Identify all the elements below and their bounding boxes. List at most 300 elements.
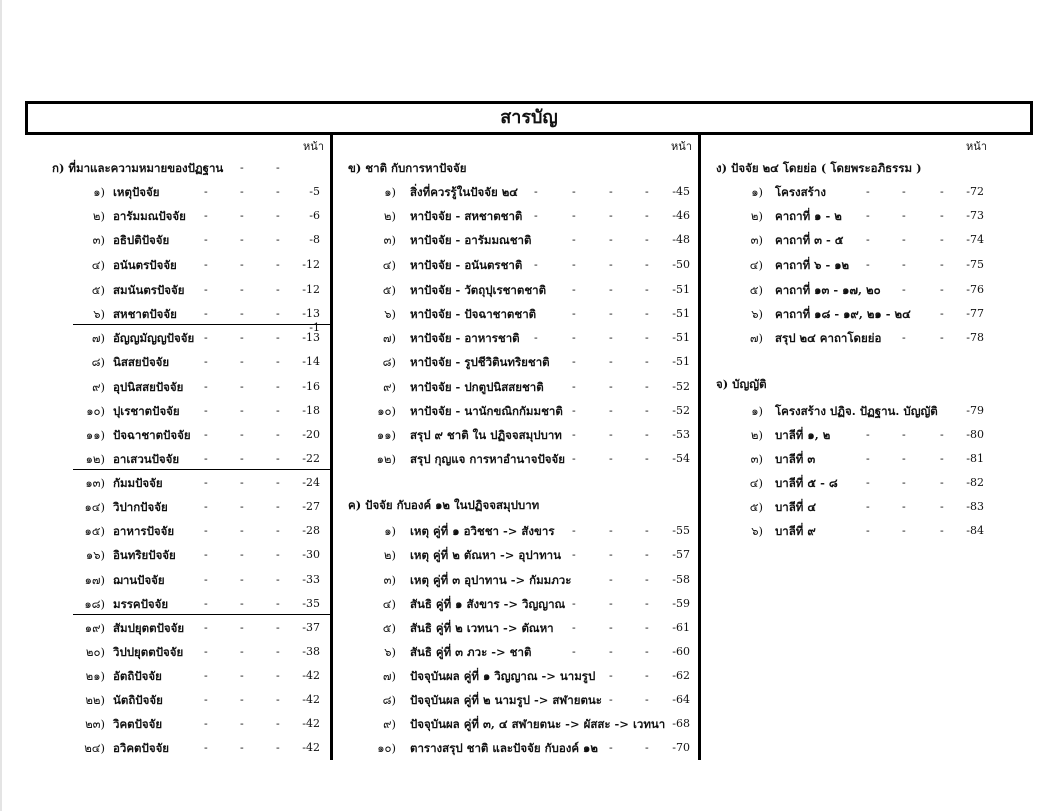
leader-dash: - [204,645,208,658]
entry-number: ๑๒) [376,452,396,466]
entry-number: ๒) [92,209,105,223]
entry-number: ๑) [751,404,763,418]
leader-dash: - [940,452,944,465]
leader-dash: - [204,355,208,368]
entry-number: ๑๐) [377,741,396,755]
toc-entry[interactable] [0,740,1053,760]
page-number: -22 [302,452,320,465]
entry-title: โครงสร้าง ปฏิจ. ปัฏฐาน. บัญญัติ [775,404,938,418]
entry-title: คาถาที่ ๑ - ๒ [775,209,842,223]
leader-dash: - [240,233,244,246]
leader-dash: - [276,452,280,465]
leader-dash: - [645,185,649,198]
leader-dash: - [534,258,538,271]
leader-dash: - [609,524,613,537]
entry-number: ๓) [383,233,396,247]
leader-dash: - [572,380,576,393]
leader-dash: - [645,331,649,344]
page-number: -62 [672,669,690,682]
entry-number: ๙) [383,380,396,394]
leader-dash: - [534,209,538,222]
page-number: -48 [672,233,690,246]
page-number: -76 [966,283,984,296]
leader-dash: - [534,331,538,344]
leader-dash: - [609,404,613,417]
leader-dash: - [645,621,649,634]
entry-title: อวิคตปัจจัย [113,741,170,755]
page-number: -81 [966,452,984,465]
leader-dash: - [609,693,613,706]
leader-dash: - [276,621,280,634]
entry-number: ๔) [382,258,396,272]
leader-dash: - [645,693,649,706]
leader-dash: - [240,452,244,465]
entry-number: ๙) [92,380,105,394]
entry-number: ๖) [384,307,396,321]
entry-title: อธิปติปัจจัย [113,233,170,247]
toc-entry[interactable] [0,330,1053,350]
entry-title: ฌานปัจจัย [113,573,165,587]
leader-dash: - [572,404,576,417]
toc-entry[interactable] [0,451,1053,471]
leader-dash: - [240,500,244,513]
entry-number: ๒๑) [85,669,105,683]
entry-title: บาลีที่ ๕ - ๘ [775,476,838,490]
page-number: -72 [966,185,984,198]
leader-dash: - [902,283,906,296]
entry-number: ๑๘) [84,597,105,611]
leader-dash: - [645,258,649,271]
leader-dash: - [645,645,649,658]
toc-entry[interactable] [0,620,1053,640]
leader-dash: - [609,428,613,441]
leader-dash: - [609,380,613,393]
entry-title: บาลีที่ ๔ [775,500,817,514]
entry-number: ๗) [382,331,396,345]
entry-title: หาปัจจัย - ปกตูปนิสสยชาติ [410,380,544,394]
leader-dash: - [902,476,906,489]
toc-entry[interactable] [0,306,1053,326]
entry-number: ๒) [750,428,763,442]
leader-dash: - [276,548,280,561]
leader-dash: - [902,524,906,537]
leader-dash: - [204,185,208,198]
entry-title: วิปปยุตตปัจจัย [113,645,184,659]
toc-title-box [25,101,1033,135]
entry-title: บาลีที่ ๙ [775,524,816,538]
page-number: -80 [966,428,984,441]
entry-number: ๗) [91,331,105,345]
section-heading: จ) บัญญัติ [716,377,767,391]
leader-dash: - [240,476,244,489]
toc-entry[interactable] [0,232,1053,252]
leader-dash: - [204,597,208,610]
page-number: -14 [302,355,320,368]
leader-dash: - [276,693,280,706]
entry-title: คาถาที่ ๓ - ๕ [775,233,844,247]
toc-entry[interactable] [0,403,1053,423]
leader-dash: - [645,524,649,537]
toc-entry[interactable] [0,475,1053,495]
leader-dash: - [204,717,208,730]
entry-number: ๕) [382,621,396,635]
leader-dash: - [276,209,280,222]
leader-dash: - [240,741,244,754]
entry-title: อาเสวนปัจจัย [113,452,180,466]
leader-dash: - [940,258,944,271]
toc-entry[interactable] [0,499,1053,519]
entry-title: สรุป กุญแจ การหาอำนาจปัจจัย [410,452,565,466]
entry-number: ๖) [384,645,396,659]
entry-title: มรรคปัจจัย [113,597,169,611]
leader-dash: - [645,209,649,222]
toc-entry[interactable] [0,668,1053,688]
leader-dash: - [572,355,576,368]
toc-entry[interactable] [0,523,1053,543]
leader-dash: - [276,331,280,344]
leader-dash: - [204,741,208,754]
page-number: -57 [672,548,690,561]
leader-dash: - [609,621,613,634]
page-number: -42 [302,693,320,706]
leader-dash: - [572,645,576,658]
page-number: -24 [302,476,320,489]
leader-dash: - [204,573,208,586]
toc-entry[interactable] [0,547,1053,567]
page-number: -51 [672,355,690,368]
entry-number: ๕) [382,283,396,297]
entry-number: ๑๗) [84,573,105,587]
leader-dash: - [240,621,244,634]
leader-dash: - [204,452,208,465]
entry-title: หาปัจจัย - นานักขณิกกัมมชาติ [410,404,563,418]
entry-number: ๒๒) [85,693,105,707]
entry-title: อัตถิปัจจัย [113,669,162,683]
leader-dash: - [609,307,613,320]
page-number: -70 [672,741,690,754]
leader-dash: - [609,209,613,222]
leader-dash: - [902,500,906,513]
toc-entry[interactable] [0,379,1053,399]
leader-dash: - [276,741,280,754]
entry-title: อุปนิสสยปัจจัย [113,380,184,394]
entry-title: สิ่งที่ควรรู้ในปัจจัย ๒๔ [410,185,518,199]
entry-title: เหตุ คู่ที่ ๒ ตัณหา -> อุปาทาน [410,548,561,562]
leader-dash: - [276,573,280,586]
leader-dash: - [572,258,576,271]
leader-dash: - [609,233,613,246]
entry-number: ๒) [750,209,763,223]
leader-dash: - [866,428,870,441]
leader-dash: - [276,380,280,393]
entry-number: ๒๔) [84,741,105,755]
entry-title: หาปัจจัย - วัตถุปุเรชาตชาติ [410,283,547,297]
page-number: -73 [966,209,984,222]
leader-dash: - [940,476,944,489]
leader-dash: - [204,380,208,393]
leader-dash: - [204,500,208,513]
entry-title: อัญญมัญญปัจจัย [113,331,195,345]
page-number: -79 [966,404,984,417]
page-number: -20 [302,428,320,441]
page-number: -45 [672,185,690,198]
leader-dash: - [645,380,649,393]
entry-number: ๔) [749,258,763,272]
page-number: -55 [672,524,690,537]
page-number: -52 [672,404,690,417]
toc-entry[interactable] [0,282,1053,302]
page-number: -8 [309,233,320,246]
entry-number: ๘) [91,355,105,369]
leader-dash: - [240,380,244,393]
page-number: -61 [672,621,690,634]
leader-dash: - [276,258,280,271]
leader-dash: - [645,355,649,368]
leader-dash: - [609,741,613,754]
leader-dash: - [240,717,244,730]
entry-number: ๑) [384,185,396,199]
entry-number: ๑๑) [85,428,105,442]
entry-title: สันธิ คู่ที่ ๓ ภวะ -> ชาติ [410,645,532,659]
page-number: -78 [966,331,984,344]
entry-title: กัมมปัจจัย [113,476,163,490]
entry-number: ๑๐) [86,404,105,418]
page-number: -51 [672,283,690,296]
entry-title: สรุป ๒๔ คาถาโดยย่อ [775,331,882,345]
entry-number: ๗) [749,331,763,345]
entry-number: ๓) [92,233,105,247]
leader-dash: - [572,452,576,465]
leader-dash: - [609,283,613,296]
leader-dash: - [572,283,576,296]
leader-dash: - [645,307,649,320]
entry-number: ๑๖) [85,548,105,562]
page-number: -50 [672,258,690,271]
page-column-header: หน้า [303,140,324,153]
entry-title: ปัจจุบันผล คู่ที่ ๓, ๔ สฬายตนะ -> ผัสสะ -> เวทนา [410,717,666,731]
leader-dash: - [240,331,244,344]
toc-entry[interactable] [0,427,1053,447]
leader-dash: - [572,209,576,222]
entry-number: ๒) [383,209,396,223]
entry-title: คาถาที่ ๑๓ - ๑๗, ๒๐ [775,283,881,297]
page-number: -46 [672,209,690,222]
entry-title: วิคตปัจจัย [113,717,163,731]
page-number: -12 [302,258,320,271]
leader-dash: - [866,476,870,489]
entry-title: หาปัจจัย - อนันตรชาติ [410,258,523,272]
page-number: -82 [966,476,984,489]
leader-dash: - [902,331,906,344]
leader-dash: - [645,283,649,296]
page-number: -35 [302,597,320,610]
leader-dash: - [866,185,870,198]
page-title: สารบัญ [500,107,558,128]
leader-dash: - [902,428,906,441]
page-number: -37 [302,621,320,634]
leader-dash: - [240,161,244,174]
leader-dash: - [645,233,649,246]
entry-number: ๖) [751,307,763,321]
leader-dash: - [572,233,576,246]
leader-dash: - [204,693,208,706]
leader-dash: - [645,669,649,682]
leader-dash: - [609,258,613,271]
leader-dash: - [276,185,280,198]
toc-entry[interactable] [0,644,1053,664]
entry-title: สมนันตรปัจจัย [113,283,185,297]
leader-dash: - [902,185,906,198]
leader-dash: - [276,161,280,174]
entry-title: หาปัจจัย - อาหารชาติ [410,331,520,345]
leader-dash: - [204,476,208,489]
leader-dash: - [240,548,244,561]
toc-entry[interactable] [0,184,1053,204]
page-number: -6 [309,209,320,222]
leader-dash: - [609,573,613,586]
page-number: -53 [672,428,690,441]
leader-dash: - [240,307,244,320]
entry-title: อนันตรปัจจัย [113,258,177,272]
entry-title: สันธิ คู่ที่ ๒ เวทนา -> ตัณหา [410,621,554,635]
page-number: -30 [302,548,320,561]
entry-number: ๑๐) [377,404,396,418]
entry-title: ปัจจุบันผล คู่ที่ ๒ นามรูป -> สฬายตนะ [410,693,602,707]
entry-number: ๖) [93,307,105,321]
leader-dash: - [240,355,244,368]
leader-dash: - [609,185,613,198]
entry-number: ๒) [383,548,396,562]
leader-dash: - [645,597,649,610]
entry-title: เหตุปัจจัย [113,185,160,199]
toc-entry[interactable] [0,716,1053,736]
entry-title: บาลีที่ ๓ [775,452,816,466]
entry-number: ๙) [383,717,396,731]
entry-number: ๑๒) [85,452,105,466]
page-number: -13 [302,307,320,320]
leader-dash: - [940,331,944,344]
leader-dash: - [902,233,906,246]
entry-number: ๑) [93,185,105,199]
leader-dash: - [609,452,613,465]
entry-title: อาหารปัจจัย [113,524,175,538]
page-number: -77 [966,307,984,320]
entry-number: ๓) [383,573,396,587]
entry-title: อารัมมณปัจจัย [113,209,186,223]
leader-dash: - [572,597,576,610]
entry-number: ๘) [382,355,396,369]
leader-dash: - [276,428,280,441]
entry-number: ๗) [382,669,396,683]
leader-dash: - [240,283,244,296]
leader-dash: - [609,331,613,344]
entry-title: ตารางสรุป ชาติ และปัจจัย กับองค์ ๑๒ [410,741,598,755]
entry-number: ๓) [750,452,763,466]
page-column-header: หน้า [966,140,987,153]
entry-number: ๓) [750,233,763,247]
leader-dash: - [276,717,280,730]
leader-dash: - [866,233,870,246]
page-number: -13 [302,331,320,344]
section-heading: ง) ปัจจัย ๒๔ โดยย่อ ( โดยพระอภิธรรม ) [716,161,922,175]
leader-dash: - [204,669,208,682]
leader-dash: - [572,428,576,441]
leader-dash: - [240,258,244,271]
page-number: -84 [966,524,984,537]
leader-dash: - [276,597,280,610]
toc-entry[interactable] [0,257,1053,277]
page-number: -27 [302,500,320,513]
page-number: -59 [672,597,690,610]
section-heading: ก) ที่มาและความหมายของปัฏฐาน [52,161,224,175]
page-number: -28 [302,524,320,537]
leader-dash: - [645,428,649,441]
page-number: -75 [966,258,984,271]
entry-number: ๔) [91,258,105,272]
leader-dash: - [276,669,280,682]
page-number: -5 [309,185,320,198]
entry-number: ๒๓) [85,717,105,731]
entry-title: เหตุ คู่ที่ ๑ อวิชชา -> สังขาร [410,524,555,538]
leader-dash: - [572,331,576,344]
page-number: -33 [302,573,320,586]
leader-dash: - [204,233,208,246]
entry-title: สัมปยุตตปัจจัย [113,621,185,635]
leader-dash: - [609,355,613,368]
leader-dash: - [572,621,576,634]
toc-entry[interactable] [0,208,1053,228]
leader-dash: - [645,573,649,586]
leader-dash: - [572,307,576,320]
page-number: -60 [672,645,690,658]
section-heading: ค) ปัจจัย กับองค์ ๑๒ ในปฏิจจสมุปบาท [348,498,540,512]
leader-dash: - [645,548,649,561]
toc-entry[interactable] [0,596,1053,616]
entry-number: ๖) [751,524,763,538]
leader-dash: - [204,621,208,634]
leader-dash: - [940,500,944,513]
entry-title: ปัจฉาชาตปัจจัย [113,428,191,442]
entry-number: ๘) [382,693,396,707]
leader-dash: - [240,573,244,586]
entry-number: ๒๐) [85,645,105,659]
leader-dash: - [645,404,649,417]
page-number: -54 [672,452,690,465]
entry-title: โครงสร้าง [775,185,826,199]
page-number: -52 [672,380,690,393]
leader-dash: - [866,500,870,513]
leader-dash: - [940,209,944,222]
leader-dash: - [276,476,280,489]
toc-entry[interactable] [0,354,1053,374]
entry-number: ๑๑) [376,428,396,442]
leader-dash: - [866,524,870,537]
leader-dash: - [276,500,280,513]
leader-dash: - [240,597,244,610]
leader-dash: - [902,209,906,222]
entry-title: สรุป ๙ ชาติ ใน ปฏิจจสมุปบาท [410,428,562,442]
entry-number: ๑๓) [85,476,105,490]
toc-entry[interactable] [0,692,1053,712]
toc-entry[interactable] [0,572,1053,592]
leader-dash: - [572,185,576,198]
leader-dash: - [940,524,944,537]
entry-number: ๔) [749,476,763,490]
page-number: -74 [966,233,984,246]
leader-dash: - [240,645,244,658]
leader-dash: - [572,548,576,561]
leader-dash: - [276,233,280,246]
